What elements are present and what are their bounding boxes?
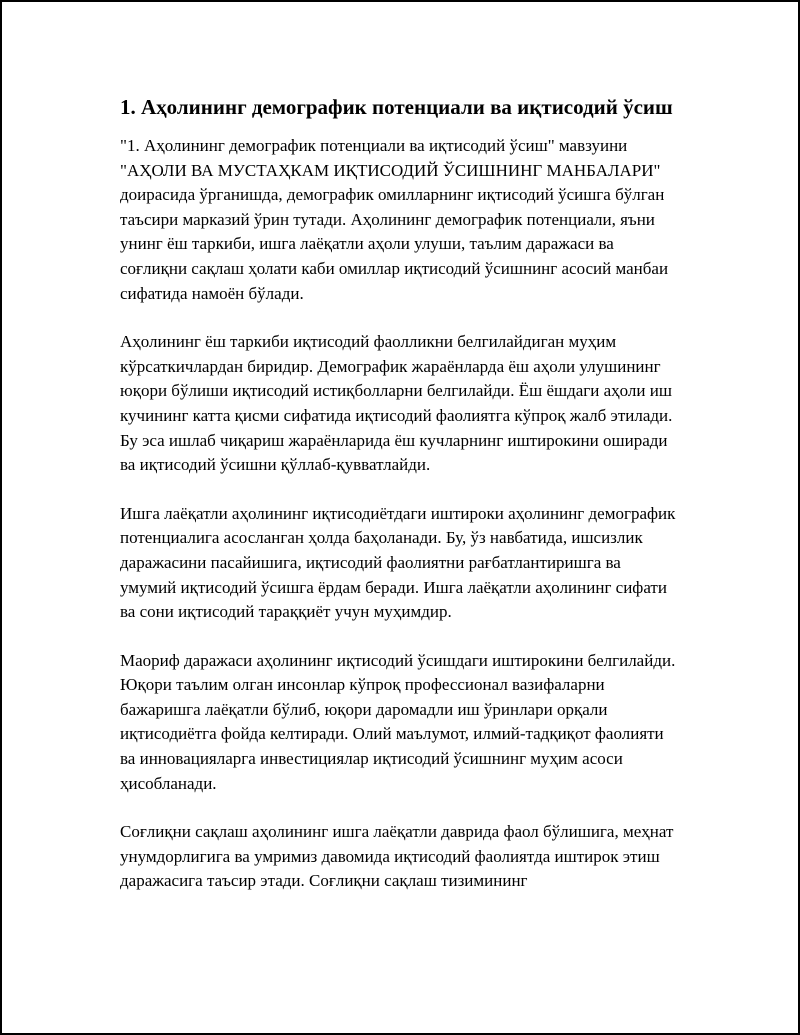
- paragraph-age-structure: Аҳолининг ёш таркиби иқтисодий фаолликни белгилайдиган муҳим кўрсаткичлардан биридир. Демографик жараёнларда ёш аҳоли улушининг юқори бўлиши иқтисодий истиқболларни белгилайди. Ёш ёшдаги аҳоли иш кучининг катта қисми сифатида иқтисодий фаолиятга кўпроқ жалб этилади. Бу эса ишлаб чиқариш жараёнларида ёш кучларнинг иштирокини оширади ва иқтисодий ўсишни қўллаб-қувватлайди.: [120, 332, 673, 475]
- paragraph-education: Маориф даражаси аҳолининг иқтисодий ўсишдаги иштирокини белгилайди. Юқори таълим олган инсонлар кўпроқ профессионал вазифаларни бажаришга лаёқатли бўлиб, юқори даромадли иш ўринлари орқали иқтисодиётга фойда келтиради. Олий маълумот, илмий-тадқиқот фаолияти ва инновацияларга инвестициялар иқтисодий ўсишнинг муҳим асоси ҳисобланади.: [120, 650, 676, 793]
- paragraph-health: Соғлиқни сақлаш аҳолининг ишга лаёқатли даврида фаол бўлишига, меҳнат унумдорлигига ва умримиз давомида иқтисодий фаолиятда иштирок этиш даражасига таъсир этади. Соғлиқни сақлаш тизимининг: [120, 822, 674, 891]
- paragraph-intro: "1. Аҳолининг демографик потенциали ва иқтисодий ўсиш" мавзуини "АҲОЛИ ВА МУСТАҲКАМ ИҚТИСОДИЙ ЎСИШНИНГ МАНБАЛАРИ" доирасида ўрганишда, демографик омилларнинг иқтисодий ўсишга бўлган таъсири марказий ўрин тутади. Аҳолининг демографик потенциали, яъни унинг ёш таркиби, ишга лаёқатли аҳоли улуши, таълим даражаси ва соғлиқни сақлаш ҳолати каби омиллар иқтисодий ўсишнинг асосий манбаи сифатида намоён бўлади.: [120, 136, 669, 303]
- document-content: [120, 92, 680, 918]
- paragraph-working-age: Ишга лаёқатли аҳолининг иқтисодиётдаги иштироки аҳолининг демографик потенциалига асосланган ҳолда баҳоланади. Бу, ўз навбатида, ишсизлик даражасини пасайишига, иқтисодий фаолиятни рағбатлантиришга ва умумий иқтисодий ўсишга ёрдам беради. Ишга лаёқатли аҳолининг сифати ва сони иқтисодий тараққиёт учун муҳимдир.: [120, 503, 676, 622]
- section-heading: 1. Аҳолининг демографик потенциали ва иқтисодий ўсиш: [120, 95, 673, 119]
